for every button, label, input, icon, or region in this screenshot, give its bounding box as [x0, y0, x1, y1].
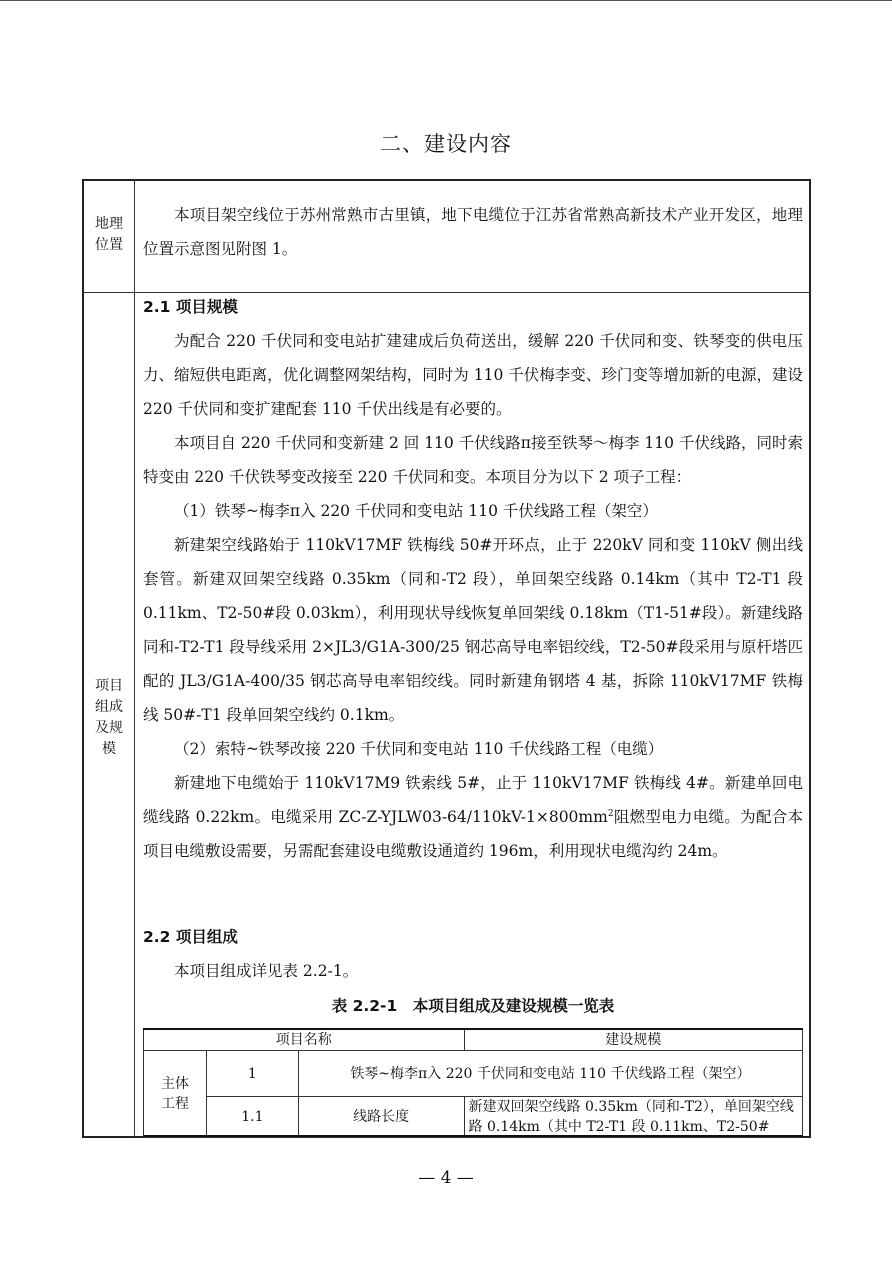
composition-table — [143, 1028, 803, 1138]
paragraph: 新建地下电缆始于 110kV17M9 铁索线 5#，止于 110kV17MF 铁梅线 4#。新建单回电缆线路 0.22km。电缆采用 $ZC-Z-YJLW03-64/110kV-1\times 800mm^2$阻燃型电力电缆。为配合本项目电缆敷设需要，另需配套建设电缆敷设通道约 196m，利用现状电缆沟约 24m。 — [143, 774, 803, 860]
row-label-location: 地理 位置 — [95, 216, 123, 253]
table-caption: 表 2.2-1 本项目组成及建设规模一览表 — [331, 997, 615, 1015]
location-text: 本项目架空线位于苏州常熟市古里镇，地下电缆位于江苏省常熟高新技术产业开发区，地理位置示意图见附图 1。 — [143, 206, 803, 258]
section-2-2 — [143, 920, 803, 988]
row-name: 线路长度 — [298, 1097, 464, 1138]
header-scale: 建设规模 — [464, 1029, 802, 1051]
row-number: 1.1 — [206, 1097, 298, 1138]
page-title: 二、建设内容 — [380, 132, 512, 156]
row-text: 铁琴~梅李π入 220 千伏同和变电站 110 千伏线路工程（架空） — [298, 1051, 802, 1097]
paragraph: 本项目自 220 千伏同和变新建 2 回 110 千伏线路π接至铁琴～梅李 110 千伏线路，同时索特变由 220 千伏铁琴变改接至 220 千伏同和变。本项目分为以下 2 项子工程： — [143, 434, 803, 486]
section-heading-2-2: 2.2 项目组成 — [143, 928, 238, 946]
row-text: 新建双回架空线路 0.35km（同和-T2），单回架空线路 0.14km（其中 T2-T1 段 0.11km、T2-50# — [464, 1097, 802, 1138]
section-heading-2-1: 2.1 项目规模 — [143, 298, 238, 316]
top-border-line — [0, 0, 892, 1]
table-row — [144, 1051, 803, 1097]
paragraph: 本项目组成详见表 2.2-1。 — [174, 962, 359, 980]
group-cell: 主体工程 — [144, 1051, 207, 1138]
header-project-name: 项目名称 — [144, 1029, 465, 1051]
section-2-1 — [143, 290, 803, 868]
row-label-composition: 项目 组成 及规 模 — [95, 678, 123, 757]
column-divider — [134, 179, 135, 1138]
row-number: 1 — [206, 1051, 298, 1097]
table-row — [144, 1097, 803, 1138]
paragraph: 为配合 220 千伏同和变电站扩建建成后负荷送出，缓解 220 千伏同和变、铁琴变的供电压力、缩短供电距离，优化调整网架结构，同时为 110 千伏梅李变、珍门变等增加新的电源，建设 220 千伏同和变扩建配套 110 千伏出线是有必要的。 — [143, 332, 803, 418]
sub-item-2: （2）索特~铁琴改接 220 千伏同和变电站 110 千伏线路工程（电缆） — [174, 740, 664, 758]
sub-item-1: （1）铁琴~梅李π入 220 千伏同和变电站 110 千伏线路工程（架空） — [174, 502, 658, 520]
page-number: — 4 — — [418, 1168, 474, 1188]
table-bottom-rule — [143, 1135, 803, 1137]
table-header-row — [144, 1029, 803, 1051]
paragraph: 新建架空线路始于 110kV17MF 铁梅线 50#开环点，止于 220kV 同和变 110kV 侧出线套管。新建双回架空线路 0.35km（同和-T2 段），单回架空线路 0.14km（其中 T2-T1 段 0.11km、T2-50#段 0.03km），利用现状导线恢复单回架线 0.18km（T1-51#段）。新建线路同和-T2-T1 段导线采用 2×JL3/G1A-300/25 钢芯高导电率铝绞线，T2-50#段采用与原杆塔匹配的 JL3/G1A-400/35 钢芯高导电率铝绞线。同时新建角钢塔 4 基，拆除 110kV17MF 铁梅线 50#-T1 段单回架空线约 0.1km。 — [143, 536, 803, 724]
